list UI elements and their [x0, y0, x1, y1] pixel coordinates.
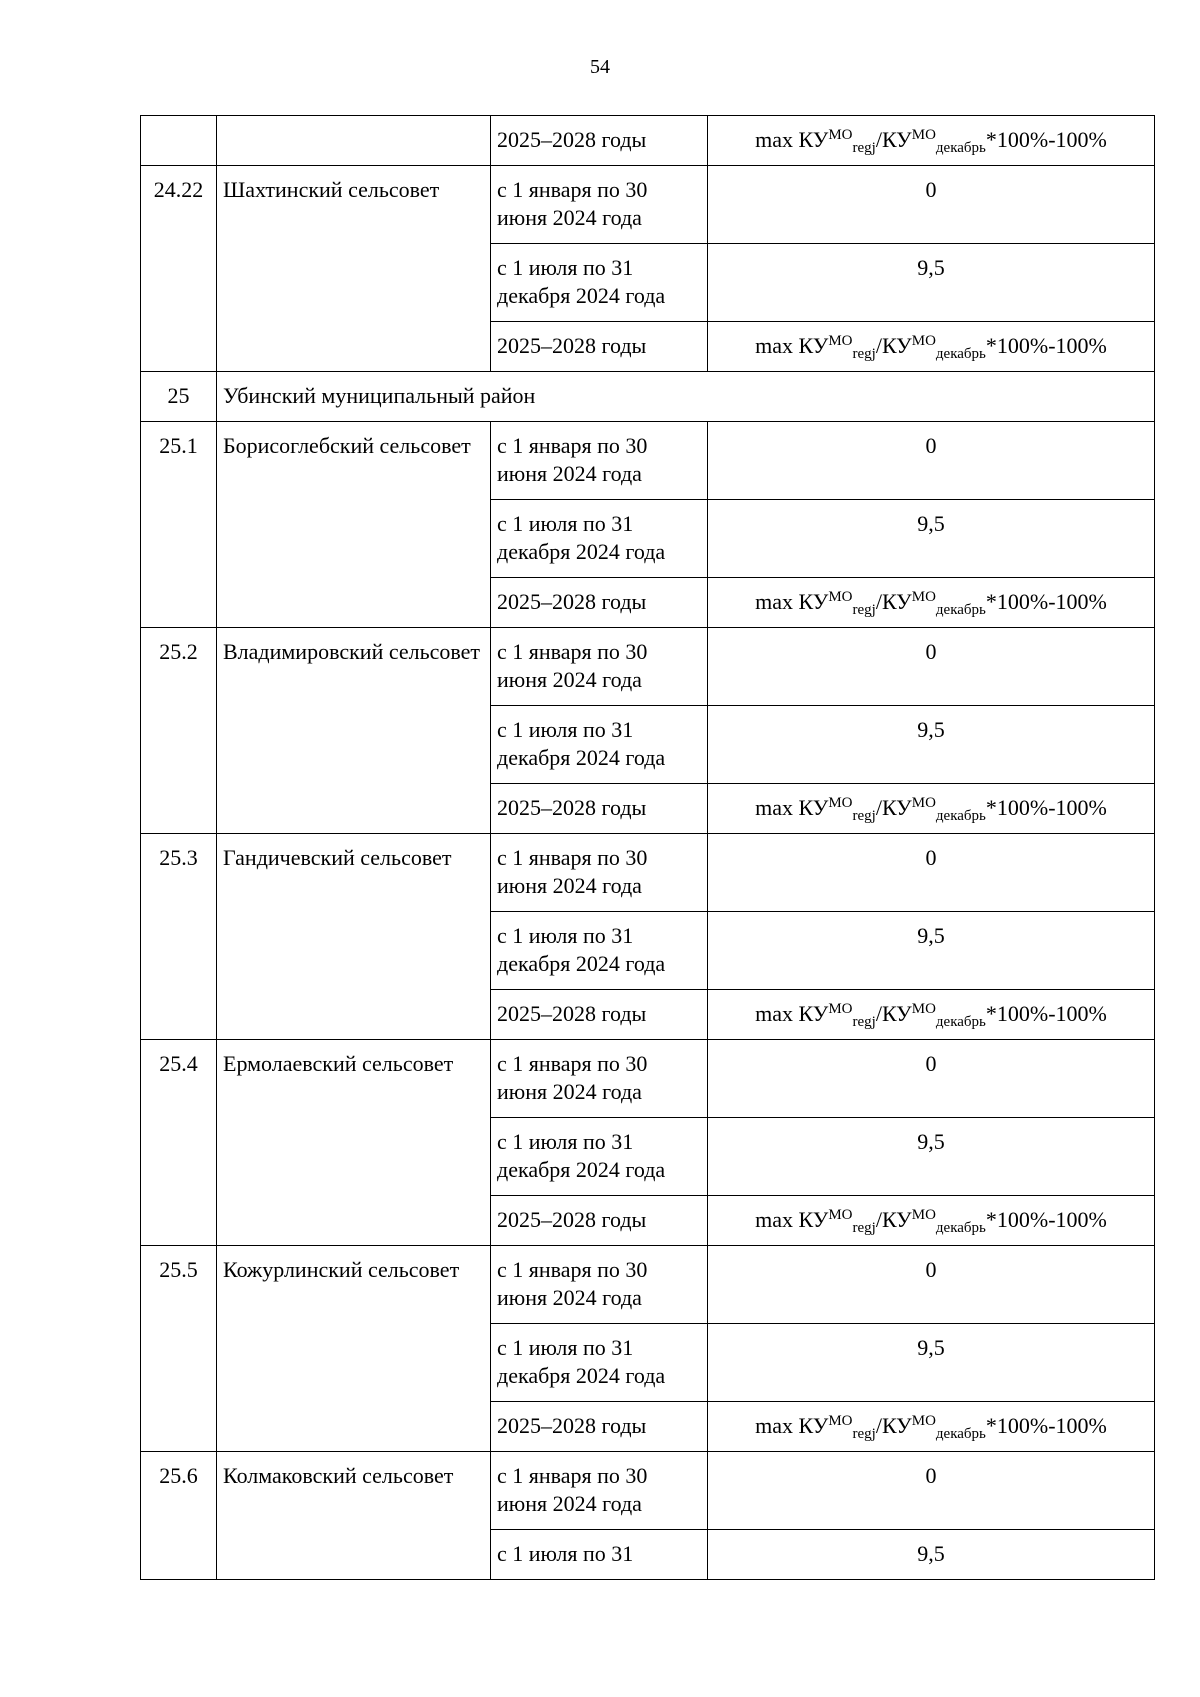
formula-mo-superscript: МО: [828, 333, 853, 349]
formula-max: max: [755, 333, 793, 358]
coefficient-value: 9,5: [708, 244, 1155, 322]
formula: [755, 589, 1107, 618]
section-title: Убинский муниципальный район: [217, 372, 1155, 422]
formula-region-subscript: regj: [852, 808, 876, 824]
period-cell: 2025–2028 годы: [491, 784, 708, 834]
formula-december-subscript: декабрь: [935, 602, 986, 618]
formula-tail: *100%-100%: [985, 795, 1107, 820]
formula-mo-superscript: МО: [828, 589, 853, 605]
formula-region-subscript: regj: [852, 1220, 876, 1236]
formula-region-subscript: regj: [852, 602, 876, 618]
period-cell: с 1 января по 30 июня 2024 года: [491, 834, 708, 912]
formula-ku: КУ: [881, 1001, 912, 1026]
formula: [755, 127, 1107, 156]
municipality-name: Шахтинский сельсовет: [217, 166, 491, 372]
table-row: [141, 372, 1155, 422]
formula-region-subscript: regj: [852, 1426, 876, 1442]
row-number-cell: [141, 116, 217, 166]
formula: [755, 1413, 1107, 1442]
formula-max: max: [755, 127, 793, 152]
period-cell: с 1 июля по 31: [491, 1530, 708, 1580]
period-cell: с 1 января по 30 июня 2024 года: [491, 166, 708, 244]
formula: [755, 1207, 1107, 1236]
formula-ku: КУ: [881, 127, 912, 152]
formula-tail: *100%-100%: [985, 589, 1107, 614]
coefficient-value: 9,5: [708, 706, 1155, 784]
formula-ku: КУ: [881, 1413, 912, 1438]
period-cell: 2025–2028 годы: [491, 578, 708, 628]
formula-ku: КУ: [798, 127, 829, 152]
period-cell: 2025–2028 годы: [491, 990, 708, 1040]
formula: [755, 333, 1107, 362]
formula: [755, 1001, 1107, 1030]
coefficient-value: 0: [708, 1246, 1155, 1324]
formula-slash: /: [875, 1207, 882, 1232]
table-row: [141, 1040, 1155, 1118]
table-row: [141, 1452, 1155, 1530]
municipality-name: Ермолаевский сельсовет: [217, 1040, 491, 1246]
formula-ku: КУ: [798, 1001, 829, 1026]
formula-max: max: [755, 1413, 793, 1438]
row-number: 25.3: [141, 834, 217, 1040]
period-cell: с 1 июля по 31 декабря 2024 года: [491, 500, 708, 578]
period-cell: с 1 июля по 31 декабря 2024 года: [491, 244, 708, 322]
coefficient-formula-cell: [708, 1196, 1155, 1246]
coefficient-value: 9,5: [708, 500, 1155, 578]
coefficient-value: 0: [708, 166, 1155, 244]
municipality-name: Гандичевский сельсовет: [217, 834, 491, 1040]
coefficient-value: 9,5: [708, 1324, 1155, 1402]
formula-mo-superscript: МО: [911, 1001, 936, 1017]
period-cell: 2025–2028 годы: [491, 1196, 708, 1246]
period-cell: с 1 января по 30 июня 2024 года: [491, 1040, 708, 1118]
period-cell: с 1 января по 30 июня 2024 года: [491, 422, 708, 500]
table-body: [141, 116, 1155, 1580]
table-row: [141, 116, 1155, 166]
coefficient-formula-cell: [708, 578, 1155, 628]
formula-ku: КУ: [798, 589, 829, 614]
formula-max: max: [755, 1001, 793, 1026]
formula-tail: *100%-100%: [985, 333, 1107, 358]
formula-tail: *100%-100%: [985, 1001, 1107, 1026]
formula-ku: КУ: [798, 1207, 829, 1232]
formula-ku: КУ: [881, 1207, 912, 1232]
period-cell: 2025–2028 годы: [491, 116, 708, 166]
formula-tail: *100%-100%: [985, 127, 1107, 152]
coefficient-value: 9,5: [708, 1118, 1155, 1196]
municipality-name: Владимировский сельсовет: [217, 628, 491, 834]
table-row: [141, 422, 1155, 500]
formula-tail: *100%-100%: [985, 1413, 1107, 1438]
row-number: 25.6: [141, 1452, 217, 1580]
coefficient-value: 0: [708, 834, 1155, 912]
period-cell: с 1 июля по 31 декабря 2024 года: [491, 706, 708, 784]
coefficient-table: [140, 115, 1155, 1580]
formula: [755, 795, 1107, 824]
period-cell: с 1 января по 30 июня 2024 года: [491, 1246, 708, 1324]
formula-mo-superscript: МО: [911, 1413, 936, 1429]
coefficient-formula-cell: [708, 990, 1155, 1040]
coefficient-value: 9,5: [708, 1530, 1155, 1580]
coefficient-formula-cell: [708, 322, 1155, 372]
formula-tail: *100%-100%: [985, 1207, 1107, 1232]
formula-ku: КУ: [881, 589, 912, 614]
formula-slash: /: [875, 1001, 882, 1026]
formula-mo-superscript: МО: [911, 127, 936, 143]
formula-region-subscript: regj: [852, 346, 876, 362]
period-cell: с 1 июля по 31 декабря 2024 года: [491, 912, 708, 990]
formula-mo-superscript: МО: [828, 1001, 853, 1017]
formula-slash: /: [875, 127, 882, 152]
coefficient-value: 0: [708, 1040, 1155, 1118]
coefficient-value: 0: [708, 1452, 1155, 1530]
formula-mo-superscript: МО: [911, 795, 936, 811]
formula-region-subscript: regj: [852, 1014, 876, 1030]
coefficient-formula-cell: [708, 784, 1155, 834]
period-cell: с 1 июля по 31 декабря 2024 года: [491, 1324, 708, 1402]
formula-december-subscript: декабрь: [935, 346, 986, 362]
formula-mo-superscript: МО: [828, 1413, 853, 1429]
municipality-name: Кожурлинский сельсовет: [217, 1246, 491, 1452]
row-number: 25.1: [141, 422, 217, 628]
coefficient-formula-cell: [708, 1402, 1155, 1452]
municipality-name: Колмаковский сельсовет: [217, 1452, 491, 1580]
formula-mo-superscript: МО: [828, 127, 853, 143]
formula-mo-superscript: МО: [828, 1207, 853, 1223]
row-number: 24.22: [141, 166, 217, 372]
formula-december-subscript: декабрь: [935, 1220, 986, 1236]
formula-slash: /: [875, 1413, 882, 1438]
formula-max: max: [755, 1207, 793, 1232]
formula-max: max: [755, 795, 793, 820]
municipality-name: Борисоглебский сельсовет: [217, 422, 491, 628]
coefficient-value: 9,5: [708, 912, 1155, 990]
table-row: [141, 1246, 1155, 1324]
period-cell: 2025–2028 годы: [491, 1402, 708, 1452]
formula-ku: КУ: [881, 795, 912, 820]
coefficient-value: 0: [708, 422, 1155, 500]
formula-ku: КУ: [798, 795, 829, 820]
formula-december-subscript: декабрь: [935, 808, 986, 824]
formula-max: max: [755, 589, 793, 614]
coefficient-value: 0: [708, 628, 1155, 706]
table-row: [141, 834, 1155, 912]
row-number: 25.2: [141, 628, 217, 834]
formula-slash: /: [875, 795, 882, 820]
formula-december-subscript: декабрь: [935, 1014, 986, 1030]
period-cell: с 1 января по 30 июня 2024 года: [491, 1452, 708, 1530]
page-number: 54: [590, 56, 610, 78]
formula-december-subscript: декабрь: [935, 1426, 986, 1442]
formula-mo-superscript: МО: [828, 795, 853, 811]
formula-december-subscript: декабрь: [935, 140, 986, 156]
formula-region-subscript: regj: [852, 140, 876, 156]
section-number: 25: [141, 372, 217, 422]
formula-mo-superscript: МО: [911, 1207, 936, 1223]
formula-slash: /: [875, 589, 882, 614]
coefficient-formula-cell: [708, 116, 1155, 166]
row-number: 25.5: [141, 1246, 217, 1452]
formula-slash: /: [875, 333, 882, 358]
row-name-cell: [217, 116, 491, 166]
table-row: [141, 166, 1155, 244]
period-cell: с 1 июля по 31 декабря 2024 года: [491, 1118, 708, 1196]
table-row: [141, 628, 1155, 706]
formula-ku: КУ: [798, 1413, 829, 1438]
period-cell: с 1 января по 30 июня 2024 года: [491, 628, 708, 706]
formula-mo-superscript: МО: [911, 333, 936, 349]
formula-ku: КУ: [881, 333, 912, 358]
formula-mo-superscript: МО: [911, 589, 936, 605]
formula-ku: КУ: [798, 333, 829, 358]
row-number: 25.4: [141, 1040, 217, 1246]
period-cell: 2025–2028 годы: [491, 322, 708, 372]
